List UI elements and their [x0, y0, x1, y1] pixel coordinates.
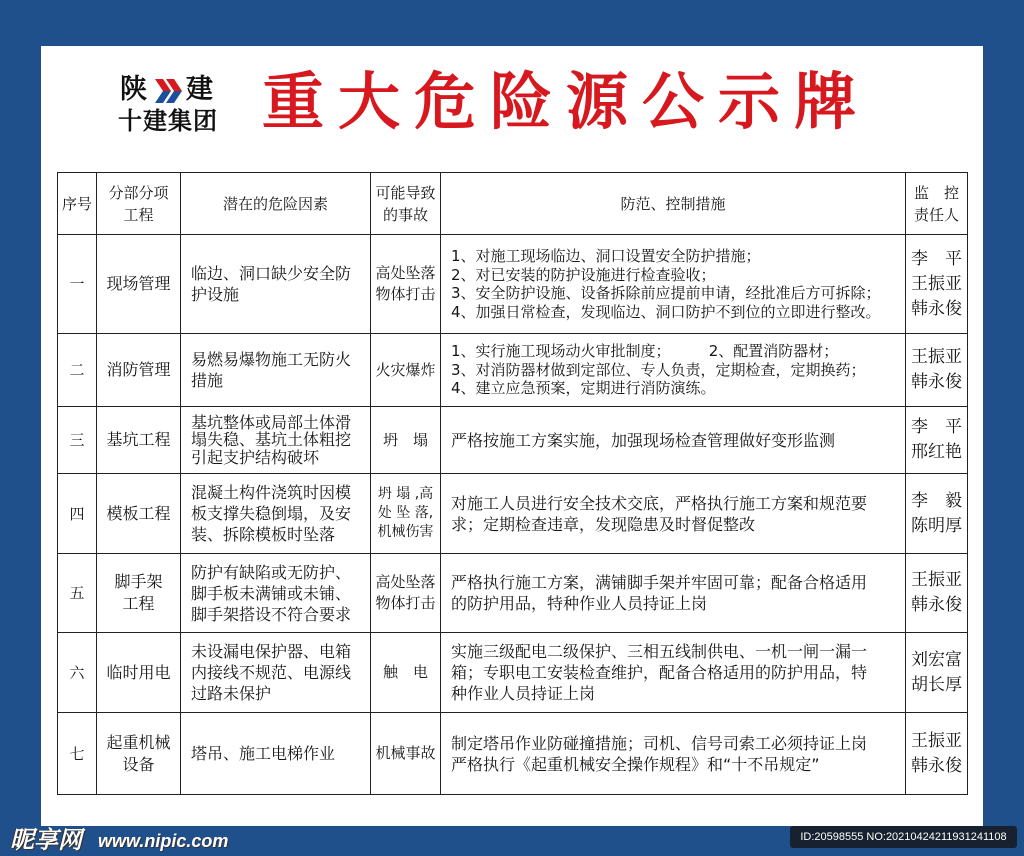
control-measures-cell: 1、实行施工现场动火审批制度； 2、配置消防器材； 3、对消防器材做到定部位、专人负责，定期检查，定期换药； 4、建立应急预案，定期进行消防演练。	[441, 334, 906, 407]
table-row	[58, 554, 968, 633]
watermark-site-url: www.nipic.com	[98, 831, 229, 851]
hazard-factor-cell: 混凝土构件浇筑时因模 板支撑失稳倒塌，及安 装、拆除模板时坠落	[181, 474, 371, 554]
control-measures-cell: 1、对施工现场临边、洞口设置安全防护措施； 2、对已安装的防护设施进行检查验收； 3、安全防护设施、设备拆除前应提前申请，经批准后方可拆除； 4、加强日常检查，发现临边、洞口防护不到位的立即进行整改。	[441, 235, 906, 334]
project-cell: 临时用电	[97, 633, 181, 713]
control-measures-cell: 对施工人员进行安全技术交底，严格执行施工方案和规范要 求；定期检查违章，发现隐患及时督促整改	[441, 474, 906, 554]
header-control-measures: 防范、控制措施	[441, 173, 906, 235]
logo-subtitle: 十建集团	[118, 107, 218, 135]
control-measures-cell: 严格执行施工方案，满铺脚手架并牢固可靠；配备合格适用 的防护用品，特种作业人员持证上岗	[441, 554, 906, 633]
responsible-person-cell: 李 平 邢红艳	[906, 407, 968, 474]
responsible-person-cell: 李 平 王振亚 韩永俊	[906, 235, 968, 334]
project-cell: 模板工程	[97, 474, 181, 554]
possible-accident-cell: 火灾爆炸	[371, 334, 441, 407]
hazard-table	[57, 172, 968, 795]
row-number-cell: 六	[58, 633, 97, 713]
row-number-cell: 七	[58, 713, 97, 795]
control-measures-cell: 严格按施工方案实施，加强现场检查管理做好变形监测	[441, 407, 906, 474]
project-cell: 现场管理	[97, 235, 181, 334]
table-row	[58, 334, 968, 407]
project-cell: 脚手架 工程	[97, 554, 181, 633]
hazard-factor-cell: 易燃易爆物施工无防火 措施	[181, 334, 371, 407]
table-row	[58, 235, 968, 334]
logo-char-shaan: 陕	[120, 74, 147, 105]
header-number: 序号	[58, 173, 97, 235]
header-possible-accident: 可能导致 的事故	[371, 173, 441, 235]
possible-accident-cell: 高处坠落 物体打击	[371, 554, 441, 633]
row-number-cell: 四	[58, 474, 97, 554]
possible-accident-cell: 高处坠落 物体打击	[371, 235, 441, 334]
responsible-person-cell: 王振亚 韩永俊	[906, 554, 968, 633]
shaanjian-logo-icon	[152, 77, 185, 105]
responsible-person-cell: 王振亚 韩永俊	[906, 713, 968, 795]
possible-accident-cell: 触 电	[371, 633, 441, 713]
responsible-person-cell: 王振亚 韩永俊	[906, 334, 968, 407]
project-cell: 基坑工程	[97, 407, 181, 474]
row-number-cell: 五	[58, 554, 97, 633]
table-row	[58, 633, 968, 713]
hazard-factor-cell: 临边、洞口缺少安全防 护设施	[181, 235, 371, 334]
row-number-cell: 一	[58, 235, 97, 334]
logo-char-jian: 建	[186, 74, 213, 105]
row-number-cell: 三	[58, 407, 97, 474]
hazard-factor-cell: 防护有缺陷或无防护、 脚手板未满铺或未铺、 脚手架搭设不符合要求	[181, 554, 371, 633]
control-measures-cell: 实施三级配电二级保护、三相五线制供电、一机一闸一漏一 箱；专职电工安装检查维护，配备合格适用的防护用品，特 种作业人员持证上岗	[441, 633, 906, 713]
watermark-site-name: 昵享网	[10, 826, 82, 854]
table-row	[58, 474, 968, 554]
header-project: 分部分项 工程	[97, 173, 181, 235]
header-hazard-factor: 潜在的危险因素	[181, 173, 371, 235]
header-responsible-person: 监 控 责任人	[906, 173, 968, 235]
hazard-factor-cell: 塔吊、施工电梯作业	[181, 713, 371, 795]
possible-accident-cell: 机械事故	[371, 713, 441, 795]
project-cell: 消防管理	[97, 334, 181, 407]
hazard-factor-cell: 基坑整体或局部土体滑 塌失稳、基坑土体粗挖 引起支护结构破坏	[181, 407, 371, 474]
possible-accident-cell: 坍 塌 ,高 处 坠 落, 机械伤害	[371, 474, 441, 554]
row-number-cell: 二	[58, 334, 97, 407]
table-header-row	[58, 173, 968, 235]
possible-accident-cell: 坍 塌	[371, 407, 441, 474]
responsible-person-cell: 刘宏富 胡长厚	[906, 633, 968, 713]
hazard-factor-cell: 未设漏电保护器、电箱 内接线不规范、电源线 过路未保护	[181, 633, 371, 713]
table-row	[58, 713, 968, 795]
board-title: 重大危险源公示牌	[262, 65, 871, 138]
project-cell: 起重机械 设备	[97, 713, 181, 795]
watermark-image-id: ID:20598555 NO:20210424211931241108	[790, 826, 1017, 848]
table-row	[58, 407, 968, 474]
control-measures-cell: 制定塔吊作业防碰撞措施；司机、信号司索工必须持证上岗 严格执行《起重机械安全操作规程》和“十不吊规定”	[441, 713, 906, 795]
responsible-person-cell: 李 毅 陈明厚	[906, 474, 968, 554]
